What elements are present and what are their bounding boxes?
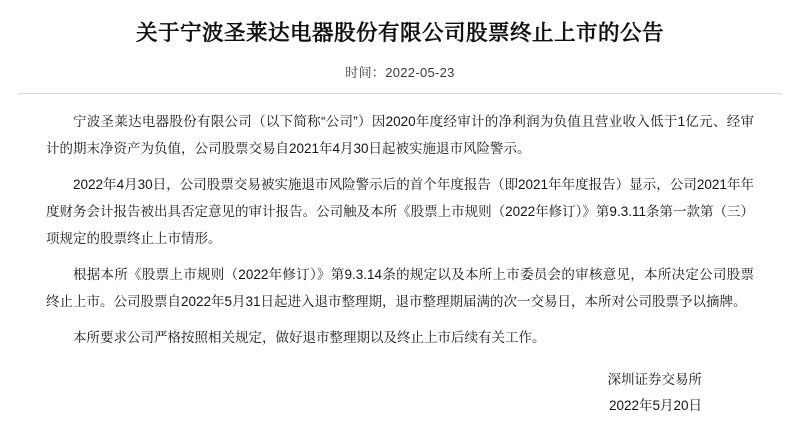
paragraph-4: 本所要求公司严格按照相关规定，做好退市整理期以及终止上市后续有关工作。 xyxy=(73,330,546,346)
publish-time: 时间：2022-05-23 xyxy=(345,65,455,81)
signature-issuer: 深圳证券交易所 xyxy=(607,372,702,388)
signature-block xyxy=(46,367,754,418)
paragraph-3: 根据本所《股票上市规则（2022年修订）》第9.3.14条的规定以及本所上市委员会的审核意见，本所决定公司股票终止上市。公司股票自2022年5月31日起进入退市整理期，退市整理期届满的次一交易日，本所对公司股票予以摘牌。 xyxy=(46,267,754,310)
paragraph-2: 2022年4月30日，公司股票交易被实施退市风险警示后的首个年度报告（即2021年年度报告）显示，公司2021年年度财务会计报告被出具否定意见的审计报告。公司触及本所《股票上市规则（2022年修订）》第9.3.11条第一款第（三）项规定的股票终止上市情形。 xyxy=(46,177,754,247)
page-title: 关于宁波圣莱达电器股份有限公司股票终止上市的公告 xyxy=(135,21,664,45)
signature-date: 2022年5月20日 xyxy=(608,397,702,413)
document-body xyxy=(0,94,800,418)
paragraph-1: 宁波圣莱达电器股份有限公司（以下简称“公司”）因2020年度经审计的净利润为负值且营业收入低于1亿元、经审计的期末净资产为负值，公司股票交易自2021年4月30日起被实施退市风险警示。 xyxy=(46,114,754,157)
